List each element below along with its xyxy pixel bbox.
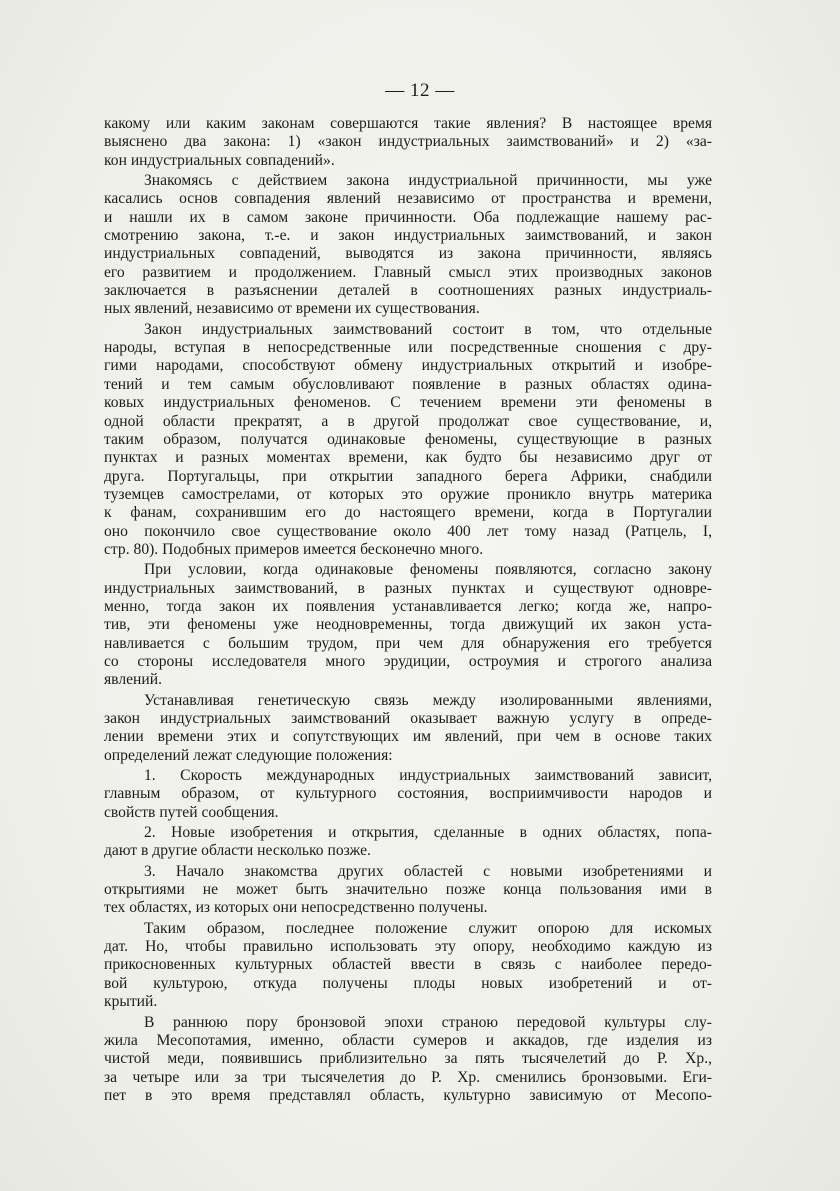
text-line: туземцев самострелами, от которых это оружие проникло внутрь материка [104,485,712,503]
text-line: к фанам, сохранившим его до настоящего времени, когда в Португалии [104,504,712,522]
text-line: пунктах и разных моментах времени, как будто бы независимо друг от [104,449,712,467]
text-line: определений лежат следующие положения: [104,746,393,764]
paragraph [104,321,712,559]
paragraph [104,561,712,689]
text-line: Устанавливая генетическую связь между изолированными явлениями, [144,691,712,709]
text-line: выяснено два закона: 1) «закон индустриальных заимствований» и 2) «за- [104,133,712,151]
text-line: оно покончило свое существование около 400 лет тому назад (Ратцель, I, [104,522,712,540]
body-text [104,115,712,1105]
text-line: чистой меди, появившись приблизительно за пять тысячелетий до Р. Хр., [104,1050,712,1068]
text-line: менно, тогда закон их появления устанавливается легко; когда же, напро- [104,597,712,615]
paragraph [104,1014,712,1106]
text-line: индустриальных совпадений, выводятся из закона причинности, являясь [104,245,712,263]
text-line: индустриальных заимствований, в разных пунктах и существуют одновре- [104,579,712,597]
text-line: Знакомясь с действием закона индустриальной причинности, мы уже [144,172,712,190]
text-line: При условии, когда одинаковые феномены появляются, согласно закону [144,561,712,579]
text-line: свойств путей сообщения. [104,803,279,821]
text-line: закон индустриальных заимствований оказывает важную услугу в опреде- [104,710,712,727]
text-line: явлений. [104,671,162,689]
text-line: со стороны исследователя много эрудиции, остроумия и строгого анализа [104,652,712,670]
text-line: ковых индустриальных феноменов. С течением времени эти феномены в [104,394,712,412]
paragraph [104,824,712,861]
text-line: навливается с большим трудом, при чем для обнаружения его требуется [104,634,712,652]
text-line: Таким образом, последнее положение служит опорою для искомых [144,919,712,937]
paragraph [104,863,712,918]
text-line: его развитием и продолжением. Главный смысл этих производных законов [104,263,712,281]
text-line: какому или каким законам совершаются такие явления? В настоящее время [104,115,712,132]
text-line: смотрению закона, т.-е. и закон индустриальных заимствований, и закон [104,227,712,245]
text-line: 2. Новые изобретения и открытия, сделанные в одних областях, попа- [144,824,712,842]
text-line: касались основ совпадения явлений независимо от пространства и времени, [104,190,712,208]
page-number: — 12 — [385,80,455,101]
text-line: тений и тем самым обусловливают появление в разных областях одина- [104,375,712,393]
text-line: дают в другие области несколько позже. [104,842,371,860]
text-line: за четыре или за три тысячелетия до Р. Хр. сменились бронзовыми. Еги- [104,1068,712,1086]
text-line: Закон индустриальных заимствований состоит в том, что отдельные [144,320,712,338]
text-line: кон индустриальных совпадений». [104,151,335,169]
text-line: тив, эти феномены уже неодновременны, тогда движущий их закон уста- [104,616,712,634]
text-line: открытиями не может быть значительно позже конца пользования ими в [104,881,712,899]
paragraph [104,767,712,822]
paragraph [104,115,712,170]
text-line: главным образом, от культурного состояния, восприимчивости народов и [104,785,712,803]
text-line: вой культурою, откуда получены плоды новых изобретений и от- [104,974,712,992]
paragraph [104,692,712,765]
text-line: тех областях, из которых они непосредственно получены. [104,899,488,917]
text-line: таким образом, получатся одинаковые феномены, существующие в разных [104,430,712,448]
text-line: лении времени этих и сопутствующих им явлений, при чем в основе таких [104,728,712,746]
paragraph [104,172,712,319]
text-line: народы, вступая в непосредственные или посредственные сношения с дру- [104,339,712,357]
text-line: прикосновенных культурных областей ввести в связь с наиболее передо- [104,956,712,974]
text-line: В раннюю пору бронзовой эпохи страною передовой культуры слу- [144,1013,712,1031]
text-line: одной области прекратят, а в другой продолжат свое существование, и, [104,412,712,430]
text-line: жила Месопотамия, именно, области сумеров и аккадов, где изделия из [104,1031,712,1049]
text-line: пет в это время представлял область, культурно зависимую от Месопо- [104,1086,712,1104]
text-line: друга. Португальцы, при открытии западного берега Африки, снабдили [104,467,712,485]
text-line: дат. Но, чтобы правильно использовать эту опору, необходимо каждую из [104,938,712,956]
paragraph [104,920,712,1012]
text-line: заключается в разъяснении деталей в соотношениях разных индустриаль- [104,282,712,300]
text-line: и нашли их в самом законе причинности. Оба подлежащие нашему рас- [104,208,712,226]
text-line: 3. Начало знакомства других областей с новыми изобретениями и [144,862,712,880]
text-line: стр. 80). Подобных примеров имеется бесконечно много. [104,540,484,558]
text-line: гими народами, способствуют обмену индустриальных открытий и изобре- [104,357,712,375]
text-line: ных явлений, независимо от времени их существования. [104,300,480,318]
text-line: крытий. [104,993,158,1011]
text-line: 1. Скорость международных индустриальных заимствований зависит, [144,767,712,785]
